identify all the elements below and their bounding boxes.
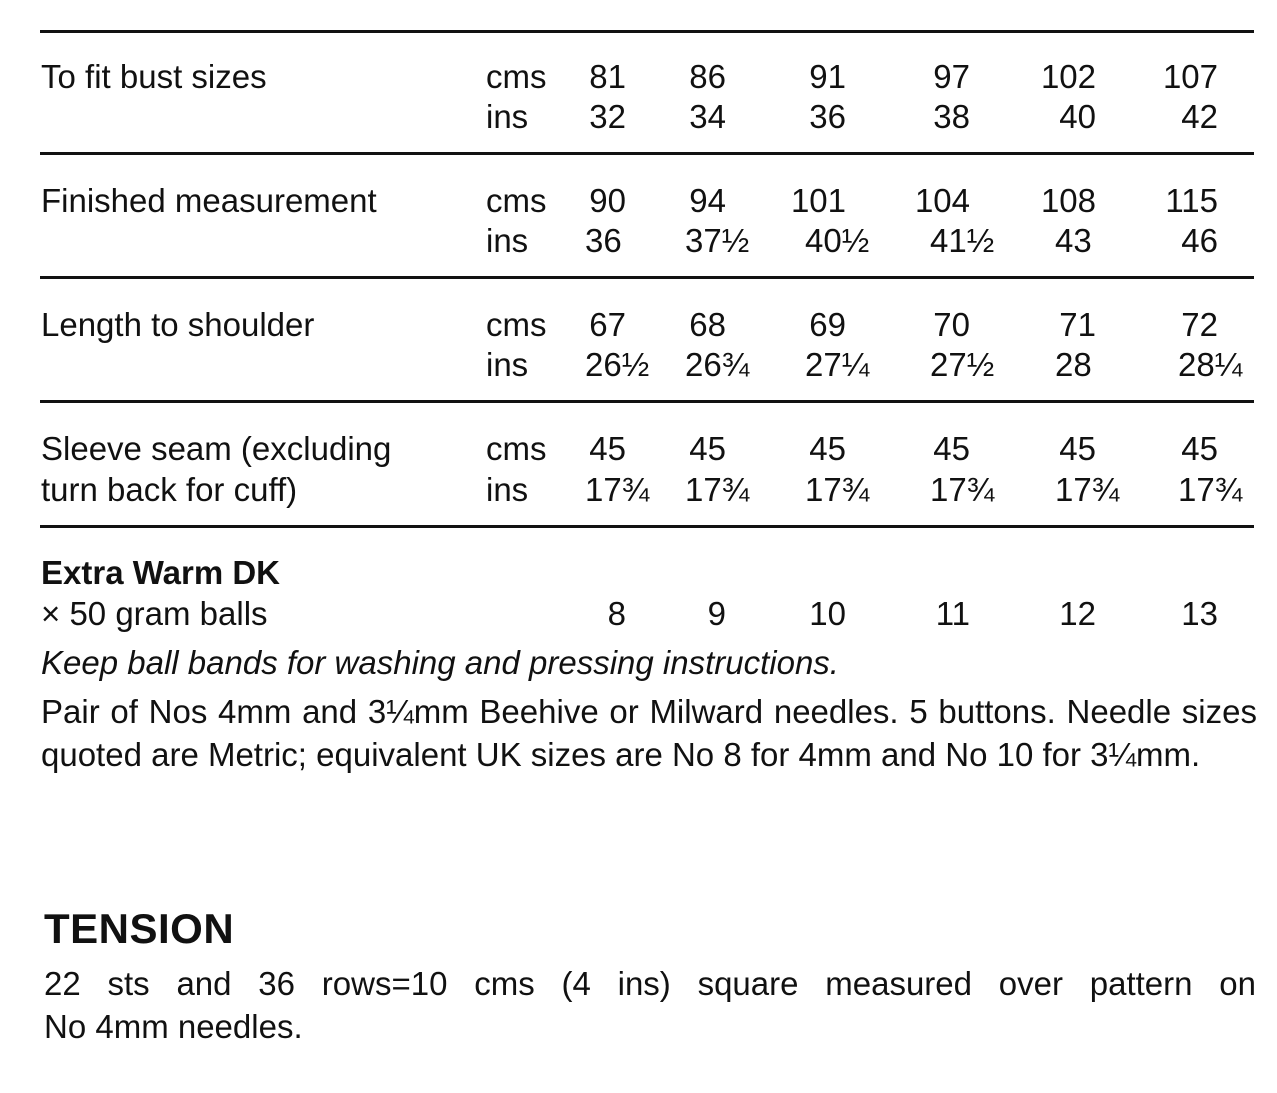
table-top-rule (40, 30, 1254, 33)
length-ins-5: 28 (1055, 346, 1092, 383)
finished-cms-6: 115 (1165, 182, 1218, 219)
sleeve-ins-3: 17¾ (805, 471, 870, 508)
length-ins-4: 27½ (930, 346, 995, 383)
table-bottom-rule (40, 525, 1254, 528)
yarn-balls-2: 9 (707, 595, 726, 632)
length-cms-3: 69 (809, 306, 846, 343)
length-cms-2: 68 (689, 306, 726, 343)
row-divider (40, 152, 1254, 155)
sleeve-ins-4: 17¾ (930, 471, 995, 508)
sleeve-ins-1: 17¾ (585, 471, 650, 508)
unit-ins: ins (486, 98, 529, 135)
finished-ins-2: 37½ (685, 222, 750, 259)
yarn-balls-1: 8 (607, 595, 626, 632)
row-label-finished: Finished measurement (41, 182, 377, 219)
unit-cms: cms (486, 306, 547, 343)
needles-note: Pair of Nos 4mm and 3¼mm Beehive or Milward needles. 5 buttons. Needle sizes quoted are Metric; equivalent UK sizes are No 8 for 4mm and No 10 for 3¼mm. (41, 693, 1257, 773)
yarn-balls-4: 11 (935, 595, 970, 632)
row-divider (40, 400, 1254, 403)
sleeve-cms-2: 45 (689, 430, 726, 467)
bust-cms-3: 91 (809, 58, 846, 95)
ball-bands-note: Keep ball bands for washing and pressing instructions. (41, 644, 839, 681)
length-ins-2: 26¾ (685, 346, 750, 383)
length-ins-1: 26½ (585, 346, 650, 383)
length-ins-6: 28¼ (1178, 346, 1243, 383)
sleeve-cms-4: 45 (933, 430, 970, 467)
unit-ins: ins (486, 346, 529, 383)
length-ins-3: 27¼ (805, 346, 870, 383)
row-label-sleeve-line2: turn back for cuff) (41, 471, 298, 508)
length-cms-6: 72 (1181, 306, 1218, 343)
bust-cms-2: 86 (689, 58, 726, 95)
row-label-bust: To fit bust sizes (41, 58, 267, 95)
bust-ins-5: 40 (1059, 98, 1096, 135)
sleeve-cms-1: 45 (589, 430, 626, 467)
tension-heading: TENSION (44, 905, 235, 952)
yarn-balls-6: 13 (1181, 595, 1218, 632)
length-cms-1: 67 (589, 306, 626, 343)
row-label-length: Length to shoulder (41, 306, 315, 343)
bust-ins-3: 36 (809, 98, 846, 135)
bust-cms-6: 107 (1162, 58, 1218, 95)
tension-line-2: No 4mm needles. (44, 1008, 303, 1045)
finished-cms-2: 94 (689, 182, 726, 219)
unit-cms: cms (486, 58, 547, 95)
finished-ins-1: 36 (585, 222, 622, 259)
finished-cms-5: 108 (1040, 182, 1096, 219)
finished-cms-3: 101 (790, 182, 846, 219)
sleeve-ins-2: 17¾ (685, 471, 750, 508)
finished-cms-4: 104 (914, 182, 970, 219)
bust-ins-4: 38 (933, 98, 970, 135)
tension-body (44, 962, 1256, 1048)
bust-ins-2: 34 (689, 98, 726, 135)
yarn-name: Extra Warm DK (41, 554, 281, 591)
yarn-balls-label: × 50 gram balls (41, 595, 268, 632)
bust-cms-4: 97 (933, 58, 970, 95)
finished-ins-5: 43 (1055, 222, 1092, 259)
sleeve-cms-3: 45 (809, 430, 846, 467)
bust-cms-1: 81 (589, 58, 626, 95)
finished-cms-1: 90 (589, 182, 626, 219)
yarn-balls-3: 10 (809, 595, 846, 632)
bust-cms-5: 102 (1040, 58, 1096, 95)
finished-ins-6: 46 (1181, 222, 1218, 259)
sleeve-ins-6: 17¾ (1178, 471, 1243, 508)
finished-ins-4: 41½ (930, 222, 995, 259)
unit-ins: ins (486, 471, 529, 508)
sleeve-cms-5: 45 (1059, 430, 1096, 467)
unit-ins: ins (486, 222, 529, 259)
bust-ins-6: 42 (1181, 98, 1218, 135)
finished-ins-3: 40½ (805, 222, 870, 259)
sleeve-cms-6: 45 (1181, 430, 1218, 467)
unit-cms: cms (486, 430, 547, 467)
sleeve-ins-5: 17¾ (1055, 471, 1120, 508)
yarn-balls-5: 12 (1059, 595, 1096, 632)
unit-cms: cms (486, 182, 547, 219)
length-cms-4: 70 (933, 306, 970, 343)
tension-line-1: 22 sts and 36 rows=10 cms (4 ins) square measured over pattern on (44, 965, 1256, 1002)
row-divider (40, 276, 1254, 279)
length-cms-5: 71 (1059, 306, 1096, 343)
row-label-sleeve-line1: Sleeve seam (excluding (41, 430, 392, 467)
bust-ins-1: 32 (589, 98, 626, 135)
